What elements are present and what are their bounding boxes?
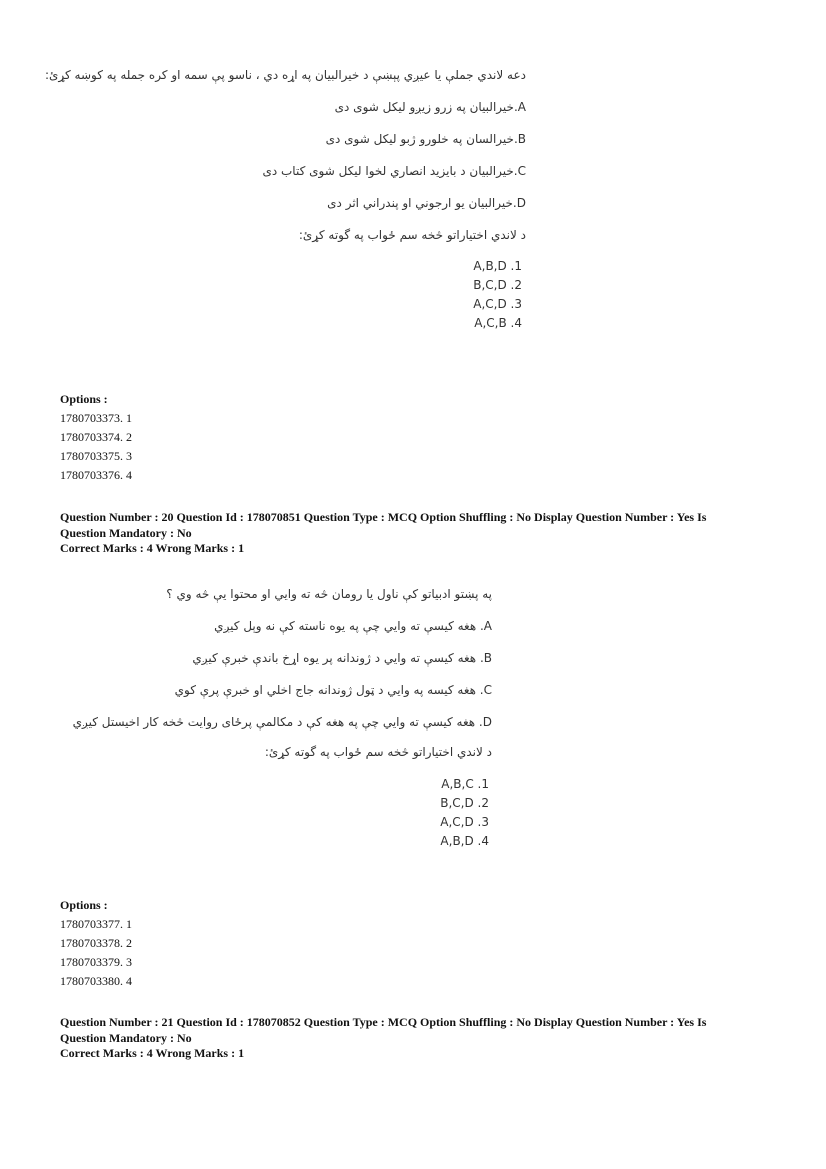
q19-choice-2: B,C,D .2 <box>473 278 522 292</box>
q19-options <box>60 409 132 485</box>
q20-header-line1: Question Number : 20 Question Id : 178070851 Question Type : MCQ Option Shuffling : No Display Question Number : Yes Is <box>60 510 707 524</box>
q20-options-label: Options : <box>60 898 108 912</box>
q19-choices <box>473 257 522 333</box>
q20-choice-1: A,B,C .1 <box>441 777 489 791</box>
q20-option-4[interactable]: 1780703380. 4 <box>60 974 132 988</box>
q19-statement-d: D.خيرالبيان يو ارجوني او پندراني اثر دی <box>327 196 526 210</box>
q21-header-line1: Question Number : 21 Question Id : 178070852 Question Type : MCQ Option Shuffling : No Display Question Number : Yes Is <box>60 1015 707 1029</box>
q19-options-label: Options : <box>60 392 108 406</box>
q19-option-2[interactable]: 1780703374. 2 <box>60 430 132 444</box>
q21-header-line2: Question Mandatory : No <box>60 1031 192 1045</box>
q20-choice-2: B,C,D .2 <box>440 796 489 810</box>
q20-option-1[interactable]: 1780703377. 1 <box>60 917 132 931</box>
q20-statement-b: B. هغه کيسې ته وايي د ژوندانه پر يوه اړخ باندې خبرې کيږي <box>192 651 492 665</box>
q19-option-3[interactable]: 1780703375. 3 <box>60 449 132 463</box>
q19-choice-3: A,C,D .3 <box>473 297 522 311</box>
q19-choice-4: A,C,B .4 <box>474 316 522 330</box>
q20-statement-d: D. هغه کيسې ته وايي چې په هغه کې د مکالمې پرځای روايت څخه کار اخيستل کيږي <box>72 715 492 729</box>
q20-stem: په پښتو ادبياتو کې ناول يا رومان څه ته وايي او محتوا يې څه وي ؟ <box>166 587 492 601</box>
q20-choices <box>440 775 489 851</box>
q20-marks: Correct Marks : 4 Wrong Marks : 1 <box>60 541 245 555</box>
q19-instruction: د لاندي اختياراتو څخه سم ځواب په گوته کړئ: <box>298 228 526 242</box>
q20-choice-3: A,C,D .3 <box>440 815 489 829</box>
q19-choice-1: A,B,D .1 <box>473 259 522 273</box>
q19-statement-c: C.خيرالبيان د بايزيد انصاري لخوا ليکل شوی کتاب دی <box>262 164 526 178</box>
q21-marks: Correct Marks : 4 Wrong Marks : 1 <box>60 1046 245 1060</box>
q19-stem: دعه لاندي جملې يا عيږي پېښې د خيرالبيان په اړه دي ، ناسو پې سمه او کره جمله په کوښه کړئ: <box>44 68 526 82</box>
q19-statement-a: A.خيرالبيان په زرو زيږو ليکل شوی دی <box>334 100 526 114</box>
q20-header <box>60 509 760 541</box>
q20-options <box>60 915 132 991</box>
q20-statement-c: C. هغه کيسه په وايي د ټول ژوندانه جاج اخلي او خبرې پرې کوي <box>174 683 492 697</box>
q20-option-3[interactable]: 1780703379. 3 <box>60 955 132 969</box>
q19-statement-b: B.خيرالسان په خلورو ژبو ليکل شوی دی <box>325 132 526 146</box>
q20-header-line2: Question Mandatory : No <box>60 526 192 540</box>
q19-option-1[interactable]: 1780703373. 1 <box>60 411 132 425</box>
q20-statement-a: A. هغه کيسې ته وايي چې په يوه ناسته کې نه وېل کيږي <box>214 619 492 633</box>
q20-instruction: د لاندي اختياراتو څخه سم ځواب په گوته کړئ: <box>264 745 492 759</box>
q21-header <box>60 1014 760 1046</box>
q20-choice-4: A,B,D .4 <box>440 834 489 848</box>
q20-option-2[interactable]: 1780703378. 2 <box>60 936 132 950</box>
q19-option-4[interactable]: 1780703376. 4 <box>60 468 132 482</box>
